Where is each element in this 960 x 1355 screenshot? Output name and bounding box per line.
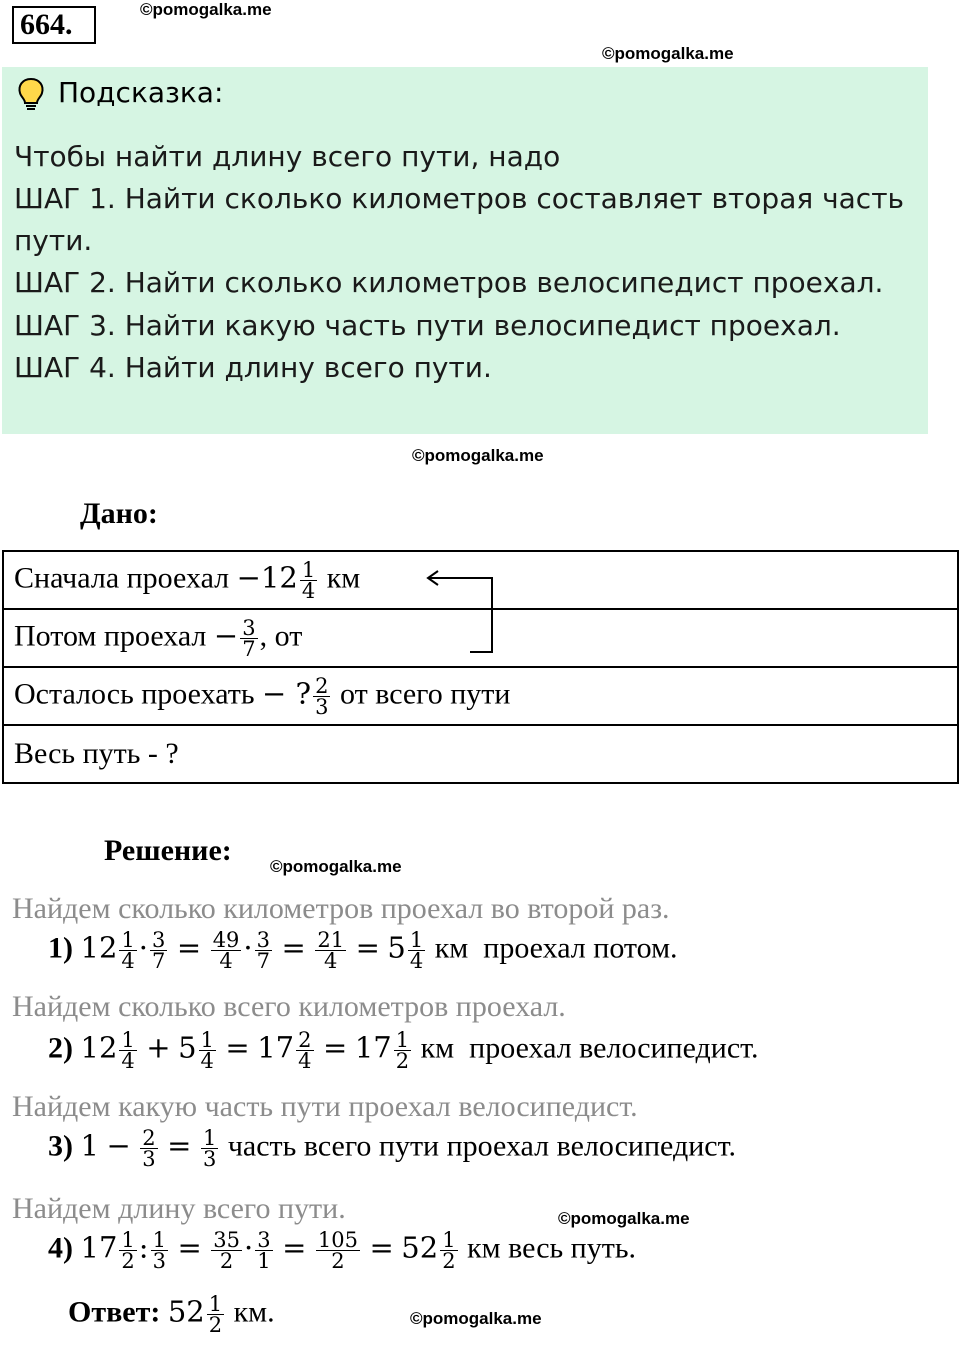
given-unit: км — [326, 560, 361, 594]
step-label: ШАГ 3. — [14, 309, 116, 342]
watermark: ©pomogalka.me — [412, 446, 544, 465]
hint-title: Подсказка: — [58, 76, 224, 109]
step-text: Найти сколько километров составляет вторая часть — [124, 182, 904, 215]
step-label: ШАГ 1. — [14, 182, 116, 215]
given-label: Осталось проехать — [14, 676, 255, 710]
given-value: −12 — [236, 559, 298, 594]
given-cell: Весь путь - ? — [3, 725, 958, 783]
watermark: ©pomogalka.me — [602, 44, 734, 63]
watermark: ©pomogalka.me — [558, 1209, 690, 1228]
given-tail: от всего пути — [339, 676, 511, 710]
given-row — [3, 725, 958, 783]
explanation-text: Найдем длину всего пути. — [12, 1192, 346, 1225]
given-cell: Потом проехал − $\frac{3}{7}$ , от — [3, 609, 958, 667]
hint-step — [14, 351, 492, 384]
hint-step-cont: пути. — [14, 224, 93, 257]
solution-step-4: 4) 17 $\frac{1}{2}$ : $\frac{1}{3}$ = $\frac{35}{2}$ · $\frac{3}{1}$ = $\frac{105}{2}$ = 52 $\frac{1}{2}$ км весь путь. — [48, 1228, 637, 1273]
fraction: $\frac{1}{4}$ — [301, 557, 316, 603]
solution-heading: Решение: — [104, 834, 232, 867]
lightbulb-icon — [14, 76, 48, 117]
problem-number: 664. — [12, 6, 96, 44]
given-row — [3, 667, 958, 725]
step-label: ШАГ 4. — [14, 351, 116, 384]
bracket-arrow-icon — [420, 566, 500, 656]
given-heading: Дано: — [80, 497, 158, 530]
fraction: $\frac{2}{3}$ — [315, 673, 329, 719]
step-text: Найти длину всего пути. — [124, 351, 492, 384]
given-value: − ? — [262, 675, 312, 710]
fraction: $\frac{3}{7}$ — [242, 615, 256, 661]
given-value: − — [213, 617, 239, 652]
given-label: Сначала проехал — [14, 560, 230, 594]
step-text: Найти какую часть пути велосипедист проехал. — [124, 309, 841, 342]
given-label: Потом проехал — [14, 618, 207, 652]
hint-step — [14, 266, 883, 299]
solution-step-1: 1) 12 $\frac{1}{4}$ · $\frac{3}{7}$ = $\frac{49}{4}$ · $\frac{3}{7}$ = $\frac{21}{4}$ = 5 $\frac{1}{4}$ км проехал потом. — [48, 928, 678, 973]
solution-step-2: 2) 12 $\frac{1}{4}$ + 5 $\frac{1}{4}$ = 17 $\frac{2}{4}$ = 17 $\frac{1}{2}$ км проехал велосипедист. — [48, 1028, 759, 1073]
solution-step-3: 3) 1 − $\frac{2}{3}$ = $\frac{1}{3}$ часть всего пути проехал велосипедист. — [48, 1126, 736, 1171]
explanation-text: Найдем какую часть пути проехал велосипедист. — [12, 1090, 638, 1123]
hint-intro: Чтобы найти длину всего пути, надо — [14, 140, 561, 173]
explanation-text: Найдем сколько всего километров проехал. — [12, 990, 566, 1023]
given-cell — [3, 667, 958, 725]
given-tail: от — [274, 618, 303, 652]
hint-step — [14, 182, 904, 215]
watermark: ©pomogalka.me — [140, 0, 272, 19]
step-text: Найти сколько километров велосипедист проехал. — [124, 266, 884, 299]
answer: Ответ: 52 $\frac{1}{2}$ км. — [68, 1292, 275, 1337]
watermark: ©pomogalka.me — [410, 1309, 542, 1328]
explanation-text: Найдем сколько километров проехал во второй раз. — [12, 892, 670, 925]
watermark: ©pomogalka.me — [270, 857, 402, 876]
hint-step — [14, 309, 841, 342]
step-label: ШАГ 2. — [14, 266, 116, 299]
